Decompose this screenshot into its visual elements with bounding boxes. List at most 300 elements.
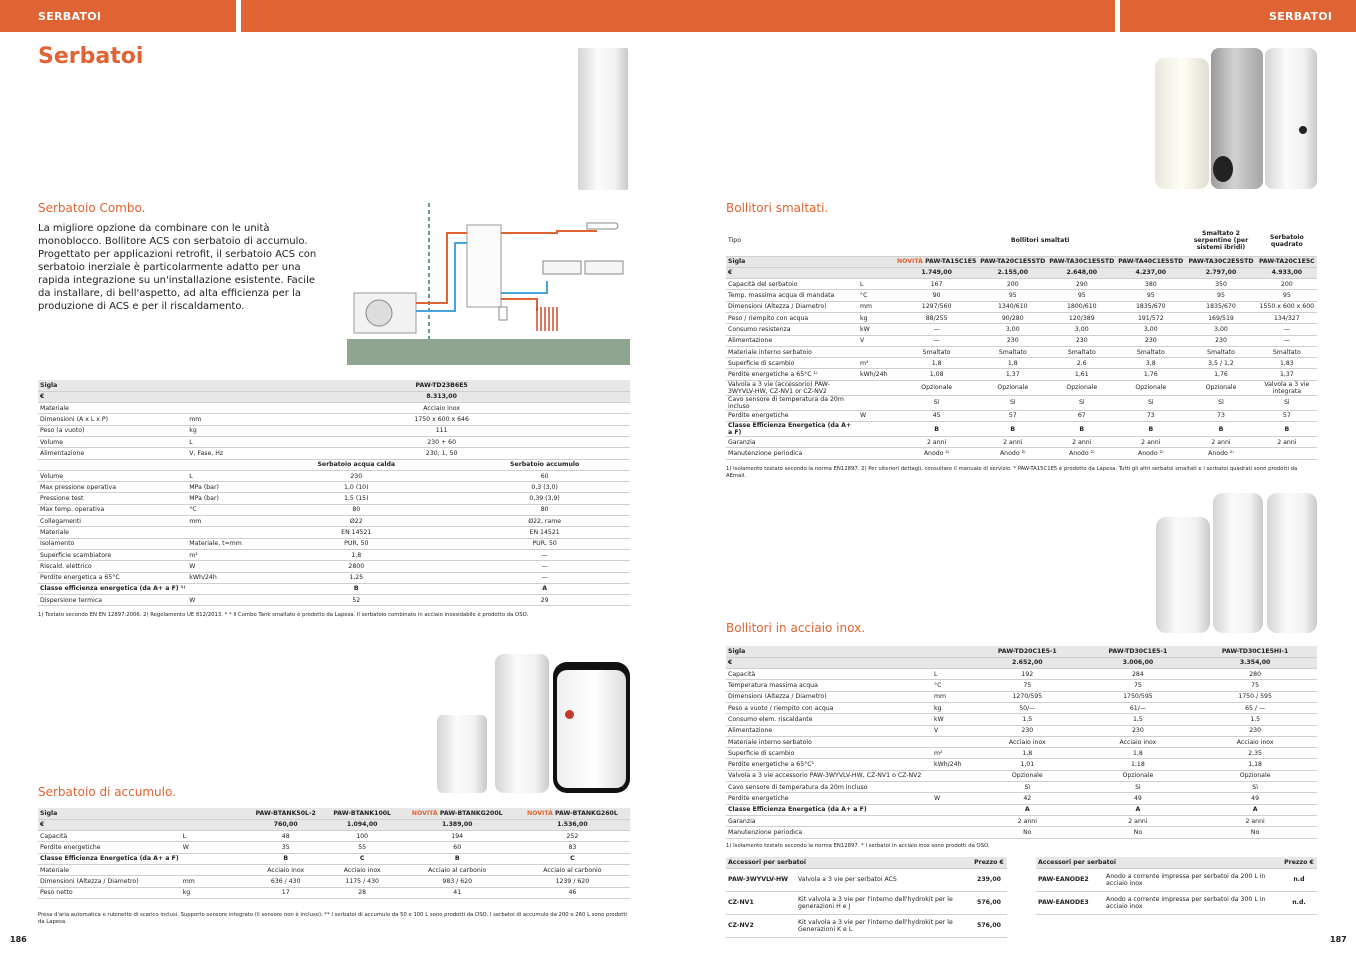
row-label: Cavo sensore di temperatura da 20m incluso bbox=[726, 782, 932, 793]
combo-table: Sigla PAW-TD23B6E5 € 8.313,00 Materiale Acciaio inox Dimensioni (A x L x P) mm 1750 x 600 x 646 Peso (a vuoto) kg 111 Volume L 230 + 60 Alimentazione V, Fase, Hz 230, 1, 50 Serbatoio acqua calda Serbatoio accumulo Volume L 230 60 Max pressione operativa MPa (bar) 1,0 (10) 0,3 (3,0) Pressione test MPa (bar) 1,5 (15) 0,39 (3,9) Max temp. operativa °C 80 80 Collegamenti mm Ø22 Ø22, rame Materiale EN 14521 EN 14521 Isolamento Materiale, t=mm PUR, 50 PUR, 50 Superficie scambiatore m² 1,8 — Riscald. elettrico W 2800 — Perdite energetica a 65°C kWh/24h 1,25 — Classe efficienza energetica (da A+ a F) ¹⁾ B A Dispersione termica W 52 29 bbox=[38, 380, 630, 606]
row-unit: L bbox=[932, 669, 972, 680]
table-row bbox=[38, 864, 630, 875]
row-value: 2 anni bbox=[1047, 437, 1116, 448]
row-label: Classe Efficienza Energetica (da A+ a F) bbox=[38, 853, 181, 864]
row-unit: kg bbox=[932, 702, 972, 713]
row-label: Materiale interno serbatoio bbox=[726, 346, 858, 357]
row-value: — bbox=[1257, 324, 1317, 335]
row-value: 1,76 bbox=[1116, 369, 1185, 380]
accessory-row bbox=[726, 914, 1007, 937]
accessory-description: Valvola a 3 vie per serbatoi ACS bbox=[796, 868, 971, 891]
row-value: 75 bbox=[1193, 680, 1317, 691]
smaltati-model-0 bbox=[895, 256, 978, 267]
row-value: 2 anni bbox=[1185, 437, 1256, 448]
row-label: Perdite energetica a 65°C bbox=[38, 572, 187, 583]
accessory-code: CZ-NV1 bbox=[726, 891, 796, 914]
row-value: 45 bbox=[895, 410, 978, 421]
row-unit: kWh/24h bbox=[187, 572, 253, 583]
enamel-tank-image-1 bbox=[1155, 58, 1209, 189]
row-value: 3,00 bbox=[1185, 324, 1256, 335]
row-value: 284 bbox=[1083, 669, 1194, 680]
row-value: Smaltato bbox=[978, 346, 1047, 357]
row-value: 95 bbox=[978, 290, 1047, 301]
row-value: 35 bbox=[247, 842, 325, 853]
accessories-table-left bbox=[726, 857, 1007, 938]
smaltati-tipo-head: Tipo bbox=[726, 226, 858, 256]
row-label: Dimensioni (Altezza / Diametro) bbox=[726, 301, 858, 312]
page-number-left: 186 bbox=[10, 935, 27, 944]
row-label: Dispersione termica bbox=[38, 595, 187, 606]
row-value: No bbox=[972, 827, 1083, 838]
row-value: 3,5 / 1,2 bbox=[1185, 358, 1256, 369]
row-label: Cavo sensore di temperatura da 20m incluso bbox=[726, 395, 858, 410]
row-unit: W bbox=[181, 842, 247, 853]
row-value: 57 bbox=[1257, 410, 1317, 421]
row-value: 90 bbox=[895, 290, 978, 301]
row-value: A bbox=[1193, 804, 1317, 815]
row-value: Sì bbox=[1083, 782, 1194, 793]
row-value: 1,8 bbox=[978, 358, 1047, 369]
row-value: 73 bbox=[1185, 410, 1256, 421]
row-value: 100 bbox=[325, 831, 400, 842]
accumulo-price: 1.536,00 bbox=[515, 819, 630, 830]
row-value: 1,8 bbox=[1083, 748, 1194, 759]
row-unit bbox=[858, 395, 895, 410]
inox-model: PAW-TD30C1E5-1 bbox=[1083, 646, 1194, 657]
row-value: A bbox=[459, 583, 630, 594]
accumulo-price: 1.389,00 bbox=[400, 819, 515, 830]
row-unit: °C bbox=[858, 290, 895, 301]
row-label: Classe Efficienza Energetica (da A+ a F) bbox=[726, 422, 858, 437]
row-value: 1750 / 595 bbox=[1193, 691, 1317, 702]
row-unit: W bbox=[187, 595, 253, 606]
accumulo-price: 760,00 bbox=[247, 819, 325, 830]
row-value: No bbox=[1083, 827, 1194, 838]
row-value: Acciaio inox bbox=[325, 864, 400, 875]
accessory-price: 239,00 bbox=[971, 868, 1007, 891]
model-name: PAW-TA40C1E5STD bbox=[1118, 258, 1184, 266]
row-value: 2 anni bbox=[1257, 437, 1317, 448]
row-value: B bbox=[978, 422, 1047, 437]
row-value: 1,8 bbox=[895, 358, 978, 369]
row-value: Acciaio inox bbox=[253, 403, 630, 414]
row-value: 29 bbox=[459, 595, 630, 606]
table-row bbox=[38, 504, 630, 515]
row-value: B bbox=[400, 853, 515, 864]
row-value: — bbox=[1257, 335, 1317, 346]
row-label: Capacità bbox=[726, 669, 932, 680]
row-value: Acciaio al carbonio bbox=[515, 864, 630, 875]
row-unit bbox=[187, 403, 253, 414]
row-value: 230 bbox=[972, 725, 1083, 736]
row-value: Sì bbox=[1185, 395, 1256, 410]
row-value: 983 / 620 bbox=[400, 876, 515, 887]
accessories-left-head: Accessori per serbatoi bbox=[726, 857, 971, 868]
row-value: Sì bbox=[1047, 395, 1116, 410]
table-row bbox=[726, 725, 1317, 736]
table-row bbox=[726, 437, 1317, 448]
row-value: B bbox=[1257, 422, 1317, 437]
table-row bbox=[38, 425, 630, 436]
row-value: 2 anni bbox=[1116, 437, 1185, 448]
row-label: Dimensioni (Altezza / Diametro) bbox=[726, 691, 932, 702]
row-unit: W bbox=[858, 410, 895, 421]
row-label: Garanzia bbox=[726, 815, 932, 826]
model-name: PAW-BTANKG260L bbox=[555, 809, 618, 817]
model-name: PAW-BTANK50L-2 bbox=[255, 809, 316, 817]
row-value: 2 anni bbox=[1193, 815, 1317, 826]
row-value: Acciaio inox bbox=[1193, 736, 1317, 747]
row-value: Valvola a 3 vie integrata bbox=[1257, 380, 1317, 395]
row-label: Peso / riempito con acqua bbox=[726, 312, 858, 323]
accessories-right-head: Accessori per serbatoi bbox=[1036, 857, 1281, 868]
row-value: 200 bbox=[1257, 279, 1317, 290]
row-value: 67 bbox=[1047, 410, 1116, 421]
row-unit bbox=[932, 770, 972, 781]
row-value: — bbox=[459, 572, 630, 583]
table-row bbox=[726, 279, 1317, 290]
row-value: 2 anni bbox=[1083, 815, 1194, 826]
row-value: 1,25 bbox=[253, 572, 459, 583]
row-unit bbox=[858, 437, 895, 448]
row-value: 75 bbox=[972, 680, 1083, 691]
row-value: 230 bbox=[1116, 335, 1185, 346]
row-value: 28 bbox=[325, 887, 400, 898]
accessory-description: Anodo a corrente impressa per serbatoi da 300 L in acciaio inox bbox=[1104, 891, 1281, 914]
row-value: Opzionale bbox=[1193, 770, 1317, 781]
row-value: 1,8 bbox=[972, 748, 1083, 759]
row-value: 3,00 bbox=[978, 324, 1047, 335]
row-unit: L bbox=[187, 470, 253, 481]
row-label: Peso netto bbox=[38, 887, 181, 898]
row-value: Acciaio inox bbox=[247, 864, 325, 875]
row-value: 252 bbox=[515, 831, 630, 842]
row-unit: kWh/24h bbox=[858, 369, 895, 380]
table-row bbox=[38, 876, 630, 887]
table-row bbox=[726, 301, 1317, 312]
row-value: 636 / 430 bbox=[247, 876, 325, 887]
row-unit: W bbox=[187, 561, 253, 572]
row-value: 1750 x 600 x 646 bbox=[253, 414, 630, 425]
inox-tank-image-2 bbox=[1213, 493, 1263, 633]
row-value: 42 bbox=[972, 793, 1083, 804]
row-unit bbox=[858, 422, 895, 437]
model-name: PAW-BTANKG200L bbox=[439, 809, 503, 817]
row-label: Valvola a 3 vie (accessorio) PAW-3WYVLV-HW, CZ-NV1 or CZ-NV2 bbox=[726, 380, 858, 395]
row-value: 95 bbox=[1257, 290, 1317, 301]
row-value: 1,83 bbox=[1257, 358, 1317, 369]
table-row bbox=[726, 827, 1317, 838]
row-value: 200 bbox=[978, 279, 1047, 290]
table-row bbox=[726, 669, 1317, 680]
inox-price: 3.006,00 bbox=[1083, 657, 1194, 668]
row-unit: m² bbox=[858, 358, 895, 369]
table-row bbox=[38, 482, 630, 493]
row-value: — bbox=[895, 324, 978, 335]
row-value: 3,00 bbox=[1116, 324, 1185, 335]
smaltati-col5-head: Smaltato 2 serpentine (per sistemi ibridi) bbox=[1185, 226, 1256, 256]
row-value: 2 anni bbox=[895, 437, 978, 448]
row-value: 1,0 (10) bbox=[253, 482, 459, 493]
inox-price: 3.354,00 bbox=[1193, 657, 1317, 668]
row-value: Acciaio al carbonio bbox=[400, 864, 515, 875]
accumulo-model-3 bbox=[515, 808, 630, 819]
combo-footnote: 1) Testato secondo EN EN 12897:2006. 2) Regolamento UE 812/2013. * * Il Combo Tank smaltato è prodotto da Lapesa. Il serbatoio combinato in acciaio inossidabile è prodotto da OSO. bbox=[38, 612, 529, 618]
row-value: 1,5 (15) bbox=[253, 493, 459, 504]
row-unit bbox=[932, 782, 972, 793]
accessories-right-price-head: Prezzo € bbox=[1281, 857, 1317, 868]
row-value: Smaltato bbox=[895, 346, 978, 357]
smaltati-model-3 bbox=[1116, 256, 1185, 267]
enamel-tank-image-2 bbox=[1211, 48, 1263, 189]
row-value: 49 bbox=[1193, 793, 1317, 804]
row-unit bbox=[187, 583, 253, 594]
row-label: Temperatura massima acqua bbox=[726, 680, 932, 691]
accumulo-table: Sigla PAW-BTANK50L-2 PAW-BTANK100L NOVITÀ PAW-BTANKG200L NOVITÀ PAW-BTANKG260L € 760,00 1.094,00 1.389,00 1.536,00 Capacità L 48 100 194 252 Perdite energetiche W 35 55 60 83 Classe Efficienza Energetica (da A+ a F) B C B C Materiale Acciaio inox Acciaio inox Acciaio al carbonio Acciaio al carbonio Dimensioni (Altezza / Diametro) mm 636 / 430 1175 / 430 983 / 620 1239 / 620 Peso netto kg 17 28 41 46 bbox=[38, 808, 630, 899]
row-unit: L bbox=[858, 279, 895, 290]
row-unit: MPa (bar) bbox=[187, 493, 253, 504]
table-row bbox=[726, 815, 1317, 826]
row-value: B bbox=[247, 853, 325, 864]
row-value: 230 + 60 bbox=[253, 436, 630, 447]
inox-tank-image-3 bbox=[1267, 493, 1317, 633]
row-value: 167 bbox=[895, 279, 978, 290]
row-value: Opzionale bbox=[895, 380, 978, 395]
row-label: Max pressione operativa bbox=[38, 482, 187, 493]
row-label: Materiale bbox=[38, 864, 181, 875]
inox-price: 2.652,00 bbox=[972, 657, 1083, 668]
accumulo-title: Serbatoio di accumulo. bbox=[38, 785, 176, 799]
row-value: 2800 bbox=[253, 561, 459, 572]
table-row bbox=[726, 702, 1317, 713]
smaltati-model-5 bbox=[1257, 256, 1317, 267]
row-value: 41 bbox=[400, 887, 515, 898]
row-value: 55 bbox=[325, 842, 400, 853]
row-unit: mm bbox=[858, 301, 895, 312]
accessory-price: n.d. bbox=[1281, 891, 1317, 914]
row-label: Manutenzione periodica bbox=[726, 827, 932, 838]
table-row bbox=[38, 842, 630, 853]
row-value: B bbox=[1047, 422, 1116, 437]
row-value: Opzionale bbox=[972, 770, 1083, 781]
table-row bbox=[726, 793, 1317, 804]
row-unit bbox=[932, 827, 972, 838]
row-label: Consumo resistenza bbox=[726, 324, 858, 335]
table-row bbox=[38, 414, 630, 425]
row-label: Superficie scambiatore bbox=[38, 549, 187, 560]
enamel-tank-image-3 bbox=[1265, 48, 1317, 189]
combo-price: 8.313,00 bbox=[253, 391, 630, 402]
row-label: Capacità bbox=[38, 831, 181, 842]
header-right-label: SERBATOI bbox=[1269, 10, 1333, 23]
row-value: Ø22, rame bbox=[459, 516, 630, 527]
row-label: Peso a vuoto / riempito con acqua bbox=[726, 702, 932, 713]
row-value: 120/389 bbox=[1047, 312, 1116, 323]
smaltati-price: 4.933,00 bbox=[1257, 267, 1317, 278]
page-number-right: 187 bbox=[1330, 935, 1347, 944]
row-value: Anodo ²⁾ bbox=[978, 448, 1047, 459]
row-label: Superficie di scambio bbox=[726, 358, 858, 369]
row-value: PUR, 50 bbox=[253, 538, 459, 549]
row-label: Garanzia bbox=[726, 437, 858, 448]
row-value: 17 bbox=[247, 887, 325, 898]
row-label: Collegamenti bbox=[38, 516, 187, 527]
table-row bbox=[38, 527, 630, 538]
smaltati-price: 2.155,00 bbox=[978, 267, 1047, 278]
row-label: Pressione test bbox=[38, 493, 187, 504]
row-value: EN 14521 bbox=[253, 527, 459, 538]
row-value: PUR, 50 bbox=[459, 538, 630, 549]
accumulo-tank-medium bbox=[495, 654, 549, 793]
inox-model: PAW-TD30C1E5HI-1 bbox=[1193, 646, 1317, 657]
row-value: C bbox=[325, 853, 400, 864]
row-unit: V, Fase, Hz bbox=[187, 448, 253, 459]
combo-description: La migliore opzione da combinare con le unità monoblocco. Bollitore ACS con serbatoio di accumulo. Progettato per applicazioni retrofit, il serbatoio ACS con serbatoio inerziale è particolarmente adatto per una rapida integrazione su un'installazione esistente. Facile da installare, di bell'aspetto, ad alta efficienza per la produzione di ACS e per il riscaldamento. bbox=[38, 223, 317, 312]
row-value: B bbox=[895, 422, 978, 437]
row-value: 1,5 bbox=[972, 714, 1083, 725]
row-label: Max temp. operativa bbox=[38, 504, 187, 515]
row-unit: kWh/24h bbox=[932, 759, 972, 770]
row-value: 230 bbox=[978, 335, 1047, 346]
row-value: Smaltato bbox=[1185, 346, 1256, 357]
row-value: Opzionale bbox=[1116, 380, 1185, 395]
row-label: Perdite energetiche bbox=[38, 842, 181, 853]
row-label: Perdite energetiche a 65°C ¹⁾ bbox=[726, 369, 858, 380]
row-value: Anodo ²⁾ bbox=[895, 448, 978, 459]
row-value: B bbox=[253, 583, 459, 594]
row-label: Valvola a 3 vie accessorio PAW-3WYVLV-HW, CZ-NV1 o CZ-NV2 bbox=[726, 770, 932, 781]
row-value: 1,76 bbox=[1185, 369, 1256, 380]
accessory-code: PAW-EANODE2 bbox=[1036, 868, 1104, 891]
table-row bbox=[726, 395, 1317, 410]
row-label: Manutenzione periodica bbox=[726, 448, 858, 459]
row-value: 230, 1, 50 bbox=[253, 448, 630, 459]
table-row bbox=[38, 549, 630, 560]
smaltati-group-head: Bollitori smaltati bbox=[895, 226, 1185, 256]
row-value: Opzionale bbox=[1047, 380, 1116, 395]
combo-tank-image bbox=[578, 48, 628, 190]
accumulo-model-1 bbox=[325, 808, 400, 819]
accessory-description: Anodo a corrente impressa per serbatoi da 200 L in acciaio inox bbox=[1104, 868, 1281, 891]
inox-table: Sigla PAW-TD20C1E5-1 PAW-TD30C1E5-1 PAW-TD30C1E5HI-1 € 2.652,00 3.006,00 3.354,00 Capacità L 192 284 280 Temperatura massima acqua °C 75 75 75 Dimensioni (Altezza / Diametro) mm 1270/595 1750/595 1750 / 595 Peso a vuoto / riempito con acqua kg 50/— 61/— 65 / — Consumo elem. riscaldante kW 1,5 1,5 1,5 Alimentazione V 230 230 230 Materiale interno serbatoio Acciaio inox Acciaio inox Acciaio inox Superficie di scambio m² 1,8 1,8 2,35 Perdite energetiche a 65°C¹ kWh/24h 1,01 1,18 1,18 Valvola a 3 vie accessorio PAW-3WYVLV-HW, CZ-NV1 o CZ-NV2 Opzionale Opzionale Opzionale Cavo sensore di temperatura da 20m incluso Sì Sì Sì Perdite energetiche W 42 49 49 Classe Efficienza Energetica (da A+ a F) A A A Garanzia 2 anni 2 anni 2 anni Manutenzione periodica No No No bbox=[726, 646, 1317, 839]
page-title: Serbatoi bbox=[38, 44, 144, 69]
table-row bbox=[726, 346, 1317, 357]
row-unit: kg bbox=[187, 425, 253, 436]
table-row bbox=[38, 853, 630, 864]
row-value: Smaltato bbox=[1047, 346, 1116, 357]
accessories-left-price-head: Prezzo € bbox=[971, 857, 1007, 868]
table-row bbox=[726, 290, 1317, 301]
row-value: 111 bbox=[253, 425, 630, 436]
installation-diagram bbox=[347, 203, 630, 365]
row-value: 230 bbox=[1047, 335, 1116, 346]
table-row bbox=[726, 312, 1317, 323]
row-label: Alimentazione bbox=[38, 448, 187, 459]
row-value: 1,01 bbox=[972, 759, 1083, 770]
table-row bbox=[726, 380, 1317, 395]
row-value: 90/280 bbox=[978, 312, 1047, 323]
row-label: Alimentazione bbox=[726, 335, 858, 346]
header-bar-middle bbox=[241, 0, 1115, 32]
row-value: 1,8 bbox=[253, 549, 459, 560]
row-label: Materiale bbox=[38, 403, 187, 414]
table-row bbox=[726, 714, 1317, 725]
row-unit bbox=[932, 815, 972, 826]
row-value: 88/255 bbox=[895, 312, 978, 323]
row-value: 1835/670 bbox=[1116, 301, 1185, 312]
row-value: 50/— bbox=[972, 702, 1083, 713]
smaltati-title: Bollitori smaltati. bbox=[726, 201, 829, 215]
row-value: 1,61 bbox=[1047, 369, 1116, 380]
model-name: PAW-TA20C1E5STD bbox=[980, 258, 1046, 266]
table-row bbox=[726, 804, 1317, 815]
accumulo-footnote: Presa d'aria automatica e rubinetto di scarico inclusi. Supporto sensore integrato (il sensore non è incluso). ** I serbatoi di accumulo da 50 e 100 L sono prodotti da OSO. I serbatoi di accumulo da 200 e 260 L sono prodotti da Lapesa. bbox=[38, 912, 627, 925]
table-row bbox=[726, 324, 1317, 335]
smaltati-price: 2.797,00 bbox=[1185, 267, 1256, 278]
row-value: 1835/670 bbox=[1185, 301, 1256, 312]
row-label: Superficie di scambio bbox=[726, 748, 932, 759]
table-row bbox=[726, 770, 1317, 781]
row-value: C bbox=[515, 853, 630, 864]
row-value: 2,6 bbox=[1047, 358, 1116, 369]
row-label: Temp. massima acqua di mandata bbox=[726, 290, 858, 301]
novita-badge: NOVITÀ bbox=[897, 258, 923, 266]
table-row bbox=[38, 595, 630, 606]
inox-model: PAW-TD20C1E5-1 bbox=[972, 646, 1083, 657]
smaltati-table: Tipo Bollitori smaltati Smaltato 2 serpentine (per sistemi ibridi) Serbatoio quadrato Sigla NOVITÀ PAW-TA15C1E5 PAW-TA20C1E5STD PAW-TA30C1E5STD PAW-TA40C1E5STD PAW-TA30C2E5STD PAW-TA20C1E5C € 1.749,00 2.155,00 2.648,00 4.237,00 2.797,00 4.933,00 Capacità del serbatoio L 167 200 290 380 350 200 Temp. massima acqua di mandata °C 90 95 95 95 95 95 Dimensioni (Altezza / Diametro) mm 1297/560 1340/610 1800/610 1835/670 1835/670 1550 x 600 x 600 Peso / riempito con acqua kg 88/255 90/280 120/389 191/572 169/519 134/327 Consumo resistenza kW — 3,00 3,00 3,00 3,00 — Alimentazione V — 230 230 230 230 — Materiale interno serbatoio Smaltato Smaltato Smaltato Smaltato Smaltato Smaltato Superficie di scambio m² 1,8 1,8 2,6 3,8 3,5 / 1,2 1,83 Perdite energetiche a 65°C ¹⁾ kWh/24h 1,08 1,37 1,61 1,76 1,76 1,37 Valvola a 3 vie (accessorio) PAW-3WYVLV-HW, CZ-NV1 or CZ-NV2 Opzionale Opzionale Opzionale Opzionale Opzionale Valvola a 3 vie integrata Cavo sensore di temperatura da 20m incluso Sì Sì Sì Sì Sì Sì Perdite energetiche W 45 57 67 73 73 57 Classe Efficienza Energetica (da A+ a F) B B B B B B Garanzia 2 anni 2 anni 2 anni 2 anni 2 anni 2 anni Manutenzione periodica Anodo ²⁾ Anodo ²⁾ Anodo ²⁾ Anodo ²⁾ Anodo ²⁾ bbox=[726, 226, 1317, 460]
row-value: 95 bbox=[1047, 290, 1116, 301]
row-label: Capacità del serbatoio bbox=[726, 279, 858, 290]
row-value: A bbox=[972, 804, 1083, 815]
model-name: PAW-TA30C1E5STD bbox=[1049, 258, 1115, 266]
row-value: 1175 / 430 bbox=[325, 876, 400, 887]
table-row bbox=[726, 335, 1317, 346]
row-unit: V bbox=[932, 725, 972, 736]
table-row bbox=[38, 436, 630, 447]
row-value: 1,37 bbox=[1257, 369, 1317, 380]
row-value: 1,18 bbox=[1193, 759, 1317, 770]
row-value: 194 bbox=[400, 831, 515, 842]
row-value: 46 bbox=[515, 887, 630, 898]
row-label: Classe efficienza energetica (da A+ a F) ¹⁾ bbox=[38, 583, 187, 594]
row-unit bbox=[181, 864, 247, 875]
accessory-code: PAW-EANODE3 bbox=[1036, 891, 1104, 914]
smaltati-col6-head: Serbatoio quadrato bbox=[1257, 226, 1317, 256]
table-row bbox=[726, 680, 1317, 691]
row-unit: V bbox=[858, 335, 895, 346]
table-row bbox=[38, 538, 630, 549]
model-name: PAW-TA15C1E5 bbox=[925, 258, 977, 266]
accessory-row bbox=[1036, 891, 1317, 914]
row-value: 230 bbox=[1083, 725, 1194, 736]
row-unit: kW bbox=[858, 324, 895, 335]
row-value: A bbox=[1083, 804, 1194, 815]
row-value: — bbox=[459, 549, 630, 560]
row-label: Peso (a vuoto) bbox=[38, 425, 187, 436]
row-value: 1340/610 bbox=[978, 301, 1047, 312]
row-label: Classe Efficienza Energetica (da A+ a F) bbox=[726, 804, 932, 815]
row-value: Smaltato bbox=[1257, 346, 1317, 357]
row-label: Perdite energetiche bbox=[726, 793, 932, 804]
row-value: No bbox=[1193, 827, 1317, 838]
combo-sub-1: Serbatoio acqua calda bbox=[253, 459, 459, 470]
row-unit: mm bbox=[187, 516, 253, 527]
row-value: 80 bbox=[253, 504, 459, 515]
row-unit: °C bbox=[187, 504, 253, 515]
row-value: 80 bbox=[459, 504, 630, 515]
row-value: B bbox=[1185, 422, 1256, 437]
accessory-price: 576,00 bbox=[971, 914, 1007, 937]
